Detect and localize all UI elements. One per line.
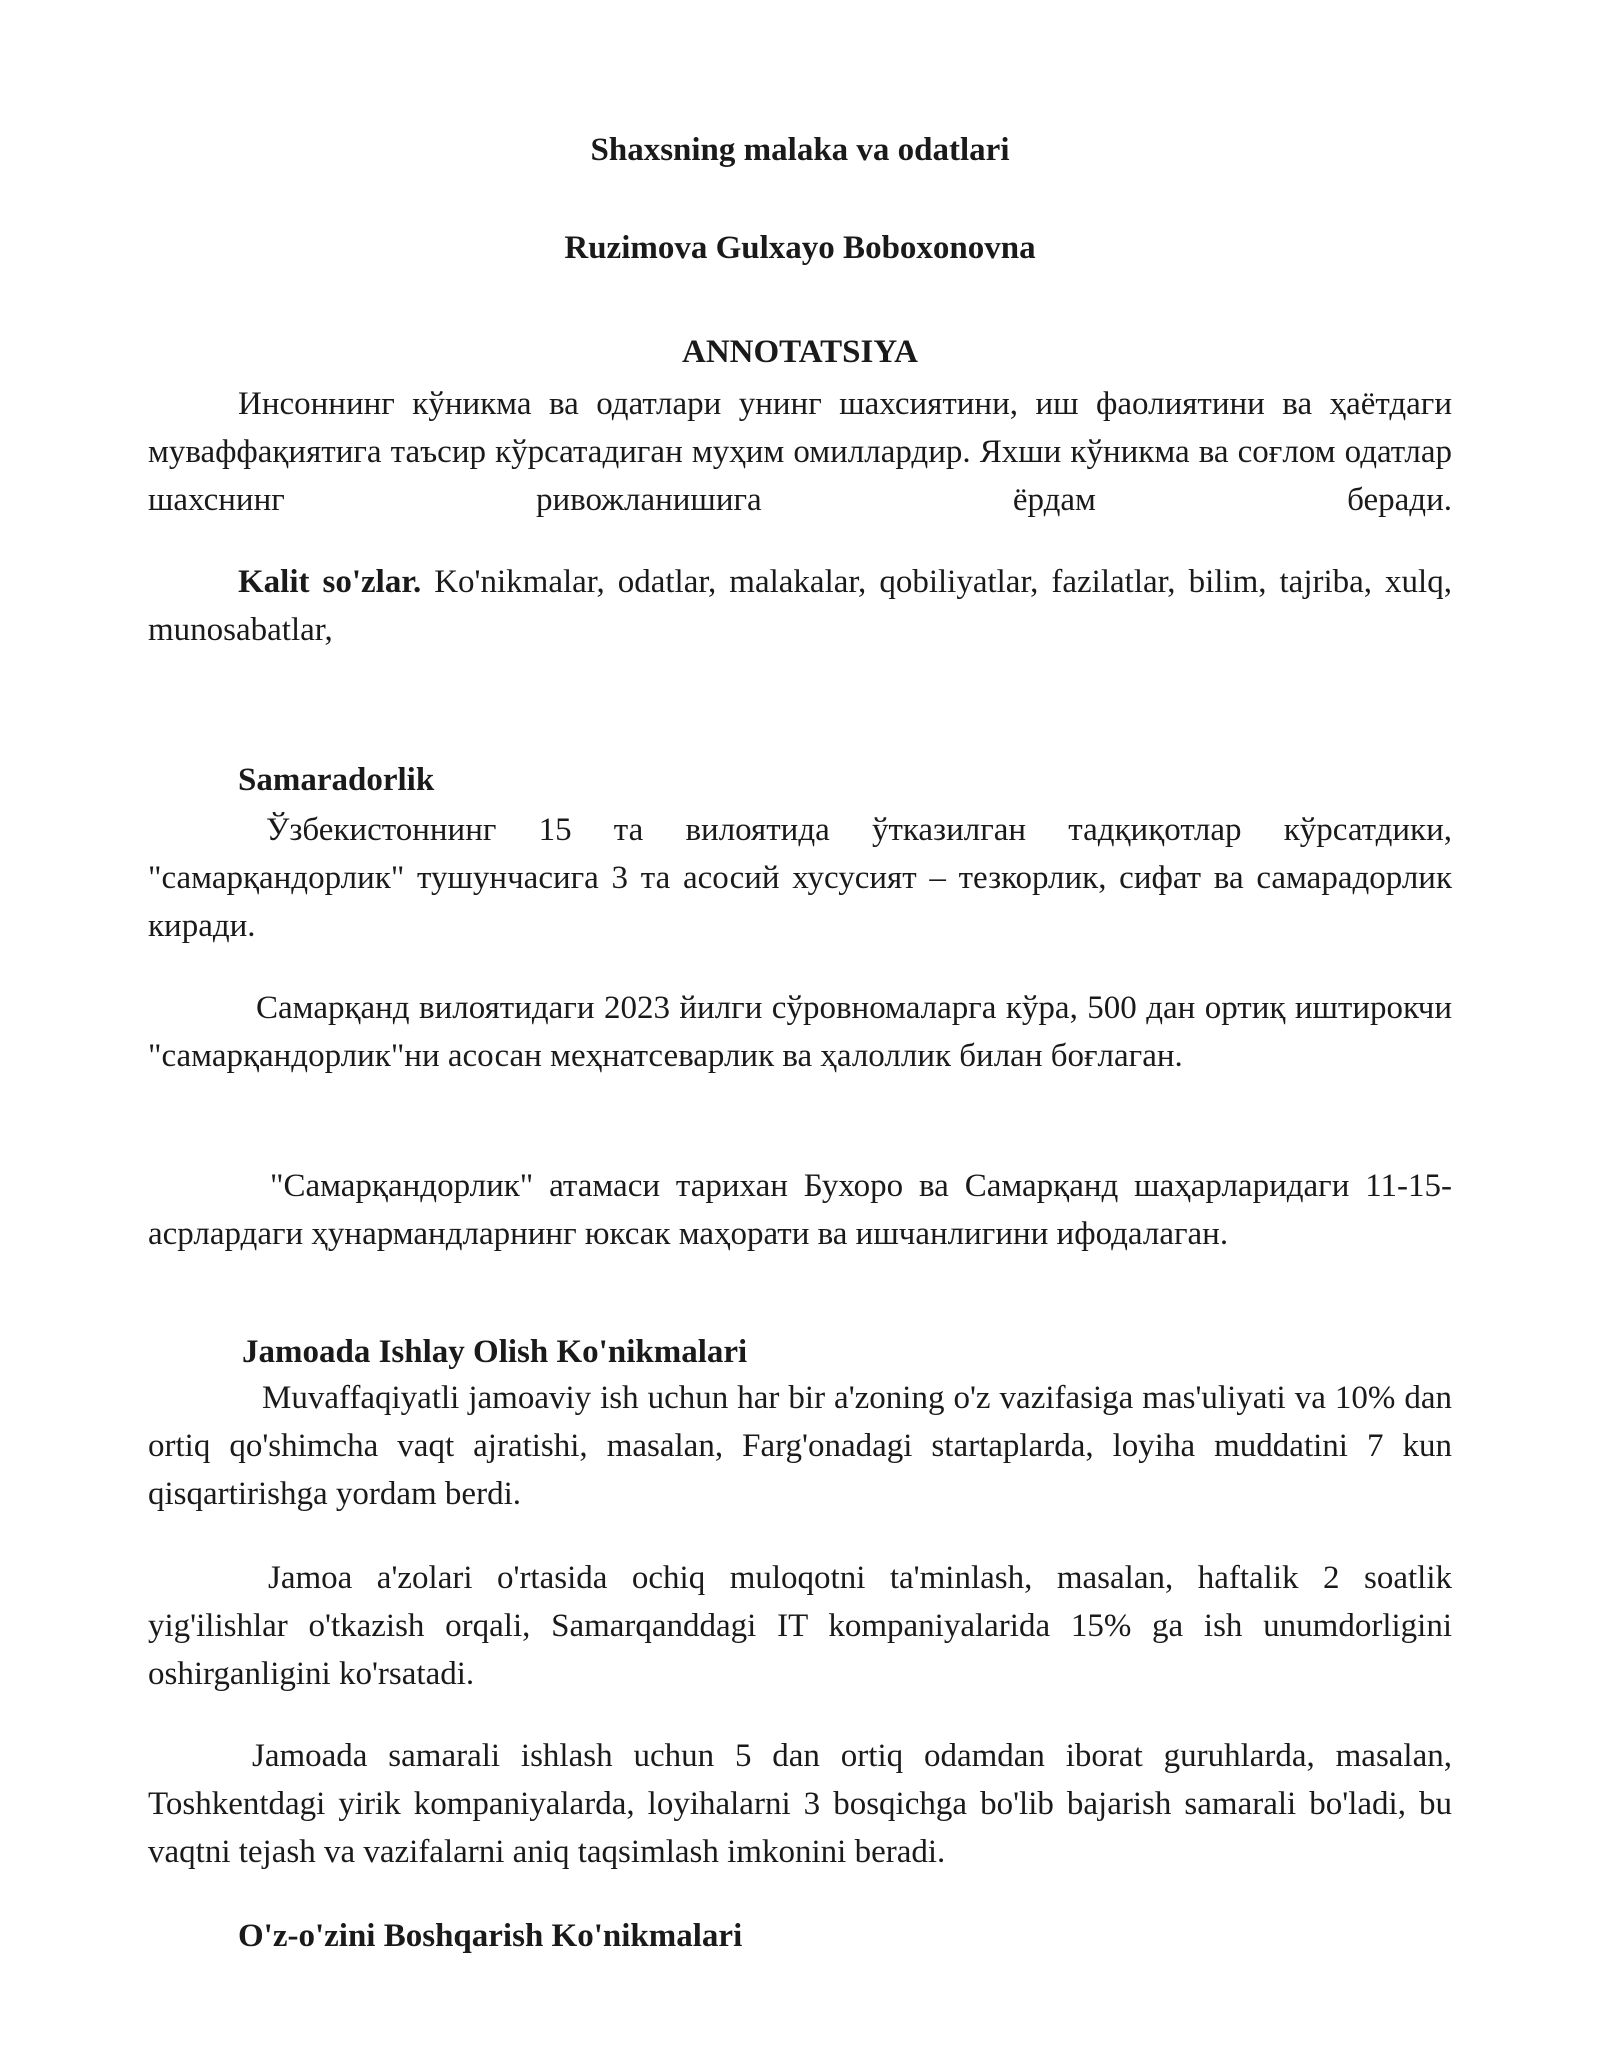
section1-paragraph-2: Самарқанд вилоятидаги 2023 йилги сўровномаларга кўра, 500 дан ортиқ иштирокчи "самарқандорлик"ни асосан меҳнатсеварлик ва ҳалоллик билан боғлаган.	[148, 990, 1452, 1074]
section2-paragraph-1: Muvaffaqiyatli jamoaviy ish uchun har bir a'zoning o'z vazifasiga mas'uliyati va 10% dan ortiq qo'shimcha vaqt ajratishi, masalan, Farg'onadagi startaplarda, loyiha muddatini 7 kun qisqartirishga yordam berdi.	[148, 1380, 1452, 1512]
annotation-paragraph: Инсоннинг кўникма ва одатлари унинг шахсиятини, иш фаолиятини ва ҳаётдаги муваффақиятига таъсир кўрсатадиган муҳим омиллардир. Яхши кўникма ва соғлом одатлар шахснинг ривожланишига ёрдам беради.	[148, 386, 1452, 518]
section1-paragraph-3: "Самарқандорлик" атамаси тарихан Бухоро ва Самарқанд шаҳарларидаги 11-15-асрлардаги ҳунармандларнинг юксак маҳорати ва ишчанлигини ифодалаган.	[148, 1168, 1452, 1252]
section-heading-jamoada-ishlay: Jamoada Ishlay Olish Ko'nikmalari	[242, 1334, 748, 1370]
section-heading-samaradorlik: Samaradorlik	[238, 762, 435, 798]
keywords-text: Ko'nikmalar, odatlar, malakalar, qobiliyatlar, fazilatlar, bilim, tajriba, xulq, munosabatlar,	[148, 564, 1452, 648]
author-name: Ruzimova Gulxayo Boboxonovna	[564, 230, 1036, 266]
section2-paragraph-2: Jamoa a'zolari o'rtasida ochiq muloqotni ta'minlash, masalan, haftalik 2 soatlik yig'ilishlar o'tkazish orqali, Samarqanddagi IT kompaniyalarida 15% ga ish unumdorligini oshirganligini ko'rsatadi.	[148, 1560, 1452, 1692]
section2-paragraph-3: Jamoada samarali ishlash uchun 5 dan ortiq odamdan iborat guruhlarda, masalan, Toshkentdagi yirik kompaniyalarda, loyihalarni 3 bosqichga bo'lib bajarish samarali bo'ladi, bu vaqtni tejash va vazifalarni aniq taqsimlash imkonini beradi.	[148, 1738, 1452, 1870]
annotation-heading: ANNOTATSIYA	[682, 334, 918, 370]
keywords-paragraph	[148, 558, 1452, 654]
section1-paragraph-1: Ўзбекистоннинг 15 та вилоятида ўтказилган тадқиқотлар кўрсатдики, "самарқандорлик" тушунчасига 3 та асосий хусусият – тезкорлик, сифат ва самарадорлик киради.	[148, 812, 1452, 944]
document-title: Shaxsning malaka va odatlari	[590, 132, 1010, 168]
section-heading-ozini-boshqarish: O'z-o'zini Boshqarish Ko'nikmalari	[238, 1918, 743, 1954]
keywords-label: Kalit so'zlar.	[238, 564, 422, 600]
